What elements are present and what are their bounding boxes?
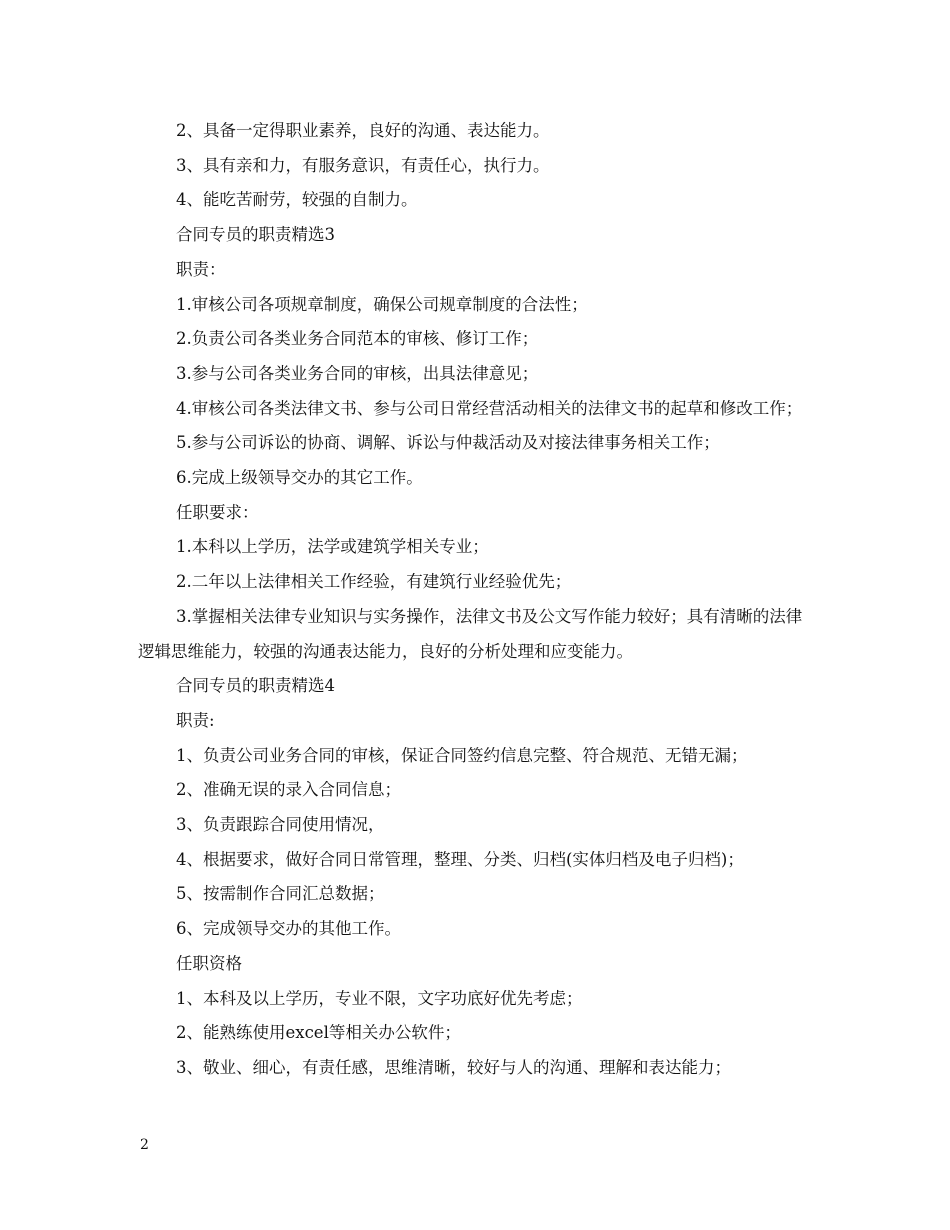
subheading: 任职资格 bbox=[176, 953, 242, 973]
subheading: 职责: bbox=[176, 710, 215, 730]
paragraph: 2、具备一定得职业素养，良好的沟通、表达能力。 bbox=[176, 121, 550, 140]
paragraph: 1.本科以上学历，法学或建筑学相关专业； bbox=[176, 537, 489, 557]
paragraph: 2.二年以上法律相关工作经验，有建筑行业经验优先； bbox=[176, 572, 572, 592]
section-heading: 合同专员的职责精选3 bbox=[176, 225, 335, 245]
paragraph: 3、负责跟踪合同使用情况， bbox=[176, 815, 385, 835]
document-body bbox=[138, 114, 814, 1086]
section-heading: 合同专员的职责精选4 bbox=[176, 676, 335, 696]
paragraph: 4、能吃苦耐劳，较强的自制力。 bbox=[176, 190, 418, 210]
paragraph: 3.参与公司各类业务合同的审核，出具法律意见； bbox=[176, 363, 539, 383]
paragraph: 6、完成领导交办的其他工作。 bbox=[176, 919, 401, 939]
paragraph: 3、敬业、细心，有责任感，思维清晰，较好与人的沟通、理解和表达能力； bbox=[176, 1057, 731, 1077]
subheading: 职责： bbox=[176, 259, 226, 279]
paragraph: 4.审核公司各类法律文书、参与公司日常经营活动相关的法律文书的起草和修改工作； bbox=[176, 398, 803, 418]
paragraph: 3.掌握相关法律专业知识与实务操作，法律文书及公文写作能力较好；具有清晰的法律逻辑思维能力，较强的沟通表达能力，良好的分析处理和应变能力。 bbox=[138, 606, 803, 661]
paragraph: 5、按需制作合同汇总数据； bbox=[176, 884, 385, 904]
paragraph: 2.负责公司各类业务合同范本的审核、修订工作； bbox=[176, 329, 539, 349]
paragraph: 6.完成上级领导交办的其它工作。 bbox=[176, 468, 423, 488]
page-number: 2 bbox=[140, 1137, 149, 1153]
paragraph: 4、根据要求，做好合同日常管理，整理、分类、归档(实体归档及电子归档)； bbox=[176, 849, 744, 869]
paragraph: 1.审核公司各项规章制度，确保公司规章制度的合法性； bbox=[176, 294, 588, 314]
paragraph: 1、负责公司业务合同的审核，保证合同签约信息完整、符合规范、无错无漏； bbox=[176, 745, 748, 765]
paragraph: 1、本科及以上学历，专业不限，文字功底好优先考虑； bbox=[176, 988, 583, 1008]
paragraph: 2、能熟练使用excel等相关办公软件； bbox=[176, 1023, 461, 1043]
paragraph: 3、具有亲和力，有服务意识，有责任心，执行力。 bbox=[176, 155, 550, 175]
paragraph: 2、准确无误的录入合同信息； bbox=[176, 780, 401, 800]
subheading: 任职要求： bbox=[176, 502, 259, 522]
paragraph: 5.参与公司诉讼的协商、调解、诉讼与仲裁活动及对接法律事务相关工作； bbox=[176, 433, 720, 453]
